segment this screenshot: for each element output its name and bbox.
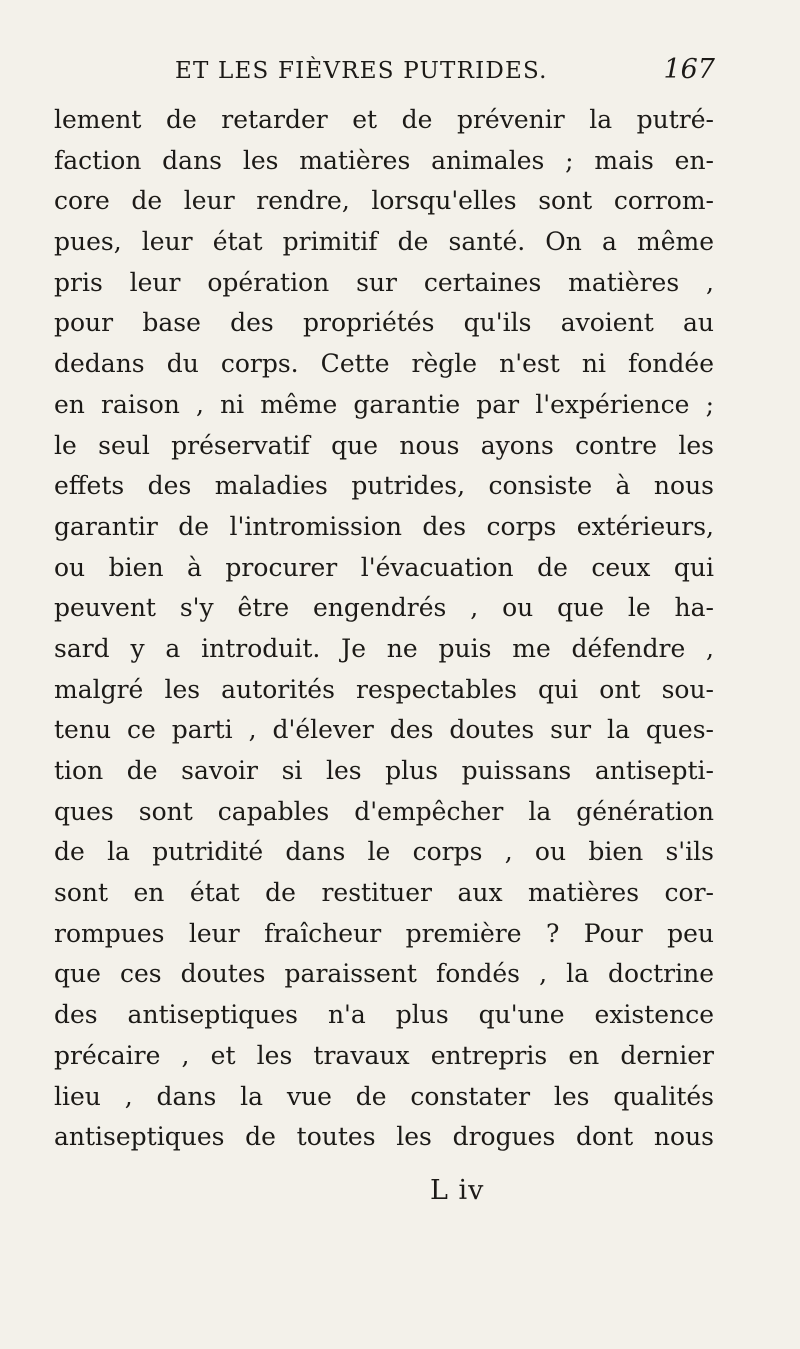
running-head xyxy=(175,54,715,90)
text-line: ques sont capables d'empêcher la génération xyxy=(54,796,714,826)
text-line: pour base des propriétés qu'ils avoient au xyxy=(54,308,714,338)
text-line: antiseptiques de toutes les drogues dont nous xyxy=(54,1122,714,1152)
text-line: lieu , dans la vue de constater les qualités xyxy=(54,1081,714,1111)
text-line: que ces doutes paraissent fondés , la doctrine xyxy=(54,959,714,989)
signature-mark: L iv xyxy=(430,1175,485,1206)
text-line: rompues leur fraîcheur première ? Pour peu xyxy=(54,918,714,948)
text-line: tion de savoir si les plus puissans antisepti- xyxy=(54,756,714,785)
text-line: des antiseptiques n'a plus qu'une existence xyxy=(54,1000,714,1030)
page-number: 167 xyxy=(663,54,715,85)
body-text xyxy=(54,100,714,1158)
text-line: garantir de l'intromission des corps extérieurs, xyxy=(54,511,714,541)
text-line: peuvent s'y être engendrés , ou que le ha- xyxy=(54,593,714,623)
text-line: core de leur rendre, lorsqu'elles sont corrom- xyxy=(54,186,714,216)
text-line: ou bien à procurer l'évacuation de ceux qui xyxy=(54,552,714,582)
running-title: ET LES FIÈVRES PUTRIDES. xyxy=(175,58,548,84)
text-line: faction dans les matières animales ; mais en- xyxy=(54,145,714,175)
text-line: sont en état de restituer aux matières cor- xyxy=(54,878,714,908)
text-line: en raison , ni même garantie par l'expérience ; xyxy=(54,389,714,419)
text-line: tenu ce parti , d'élever des doutes sur la ques- xyxy=(54,715,714,745)
text-line: dedans du corps. Cette règle n'est ni fondée xyxy=(54,349,714,379)
text-line: de la putridité dans le corps , ou bien s'ils xyxy=(54,837,714,867)
text-line: lement de retarder et de prévenir la putré- xyxy=(54,105,714,134)
text-line: pris leur opération sur certaines matières , xyxy=(54,267,714,297)
text-line: le seul préservatif que nous ayons contre les xyxy=(54,430,714,460)
text-line: malgré les autorités respectables qui ont sou- xyxy=(54,674,714,704)
text-line: sard y a introduit. Je ne puis me défendre , xyxy=(54,633,714,663)
text-line: pues, leur état primitif de santé. On a même xyxy=(54,227,714,257)
text-line: précaire , et les travaux entrepris en dernier xyxy=(54,1040,714,1070)
text-line: effets des maladies putrides, consiste à nous xyxy=(54,471,714,501)
